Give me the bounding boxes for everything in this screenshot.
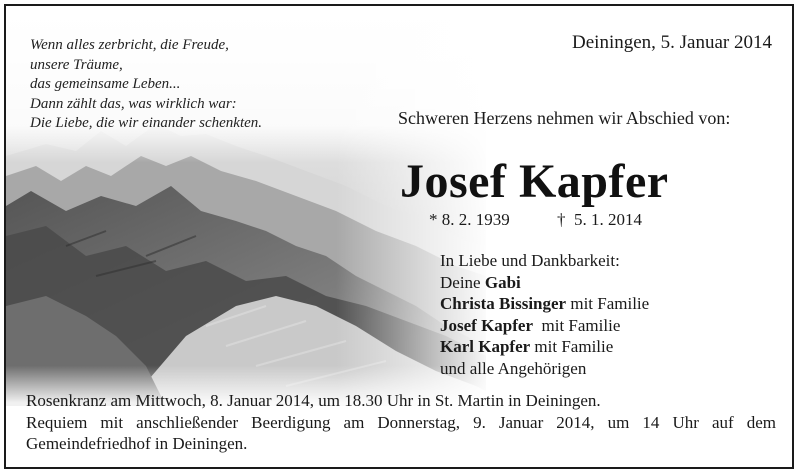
farewell-heading: Schweren Herzens nehmen wir Abschied von: (398, 108, 731, 128)
mourner-name: Christa Bissinger (440, 294, 567, 313)
mourner-name: Josef Kapfer (440, 315, 534, 335)
poem-line: unsere Träume, (30, 56, 123, 73)
mourner-line (440, 336, 649, 358)
obituary-notice (4, 4, 794, 469)
life-dates (429, 210, 642, 230)
mourner-name: Gabi (484, 272, 521, 292)
poem-line: Dann zählt das, was wirklich war: (30, 95, 237, 112)
death-date: † 5. 1. 2014 (557, 210, 642, 229)
poem-line: Wenn alles zerbricht, die Freude, (30, 37, 229, 53)
mourner-line (440, 293, 649, 315)
poem-line: das gemeinsame Leben... (30, 76, 181, 92)
requiem-info-line: Gemeindefriedhof in Deiningen. (26, 434, 248, 453)
mourner-name: Karl Kapfer (440, 337, 531, 356)
mourners-closing: und alle Angehörigen (440, 358, 587, 378)
birth-date: * 8. 2. 1939 (429, 210, 510, 229)
mourner-line (440, 315, 649, 337)
mourner-line (440, 272, 649, 294)
poem-line: Die Liebe, die wir einander schenkten. (30, 115, 263, 131)
mourner-suffix: mit Familie (566, 294, 650, 313)
rosary-info: Rosenkranz am Mittwoch, 8. Januar 2014, um 18.30 Uhr in St. Martin in Deiningen. (26, 391, 601, 410)
mourner-prefix: Deine (440, 272, 485, 292)
place-date: Deiningen, 5. Januar 2014 (572, 32, 772, 53)
mourners-list (440, 250, 649, 379)
requiem-info-line: Requiem mit anschließender Beerdigung am Donnerstag, 9. Januar 2014, um 14 Uhr auf dem (26, 412, 776, 432)
poem (30, 36, 262, 134)
mourner-suffix: mit Familie (530, 337, 614, 356)
mourner-suffix: mit Familie (533, 315, 621, 335)
service-details (26, 390, 776, 455)
deceased-name: Josef Kapfer (400, 155, 669, 208)
mourners-intro: In Liebe und Dankbarkeit: (440, 251, 620, 270)
